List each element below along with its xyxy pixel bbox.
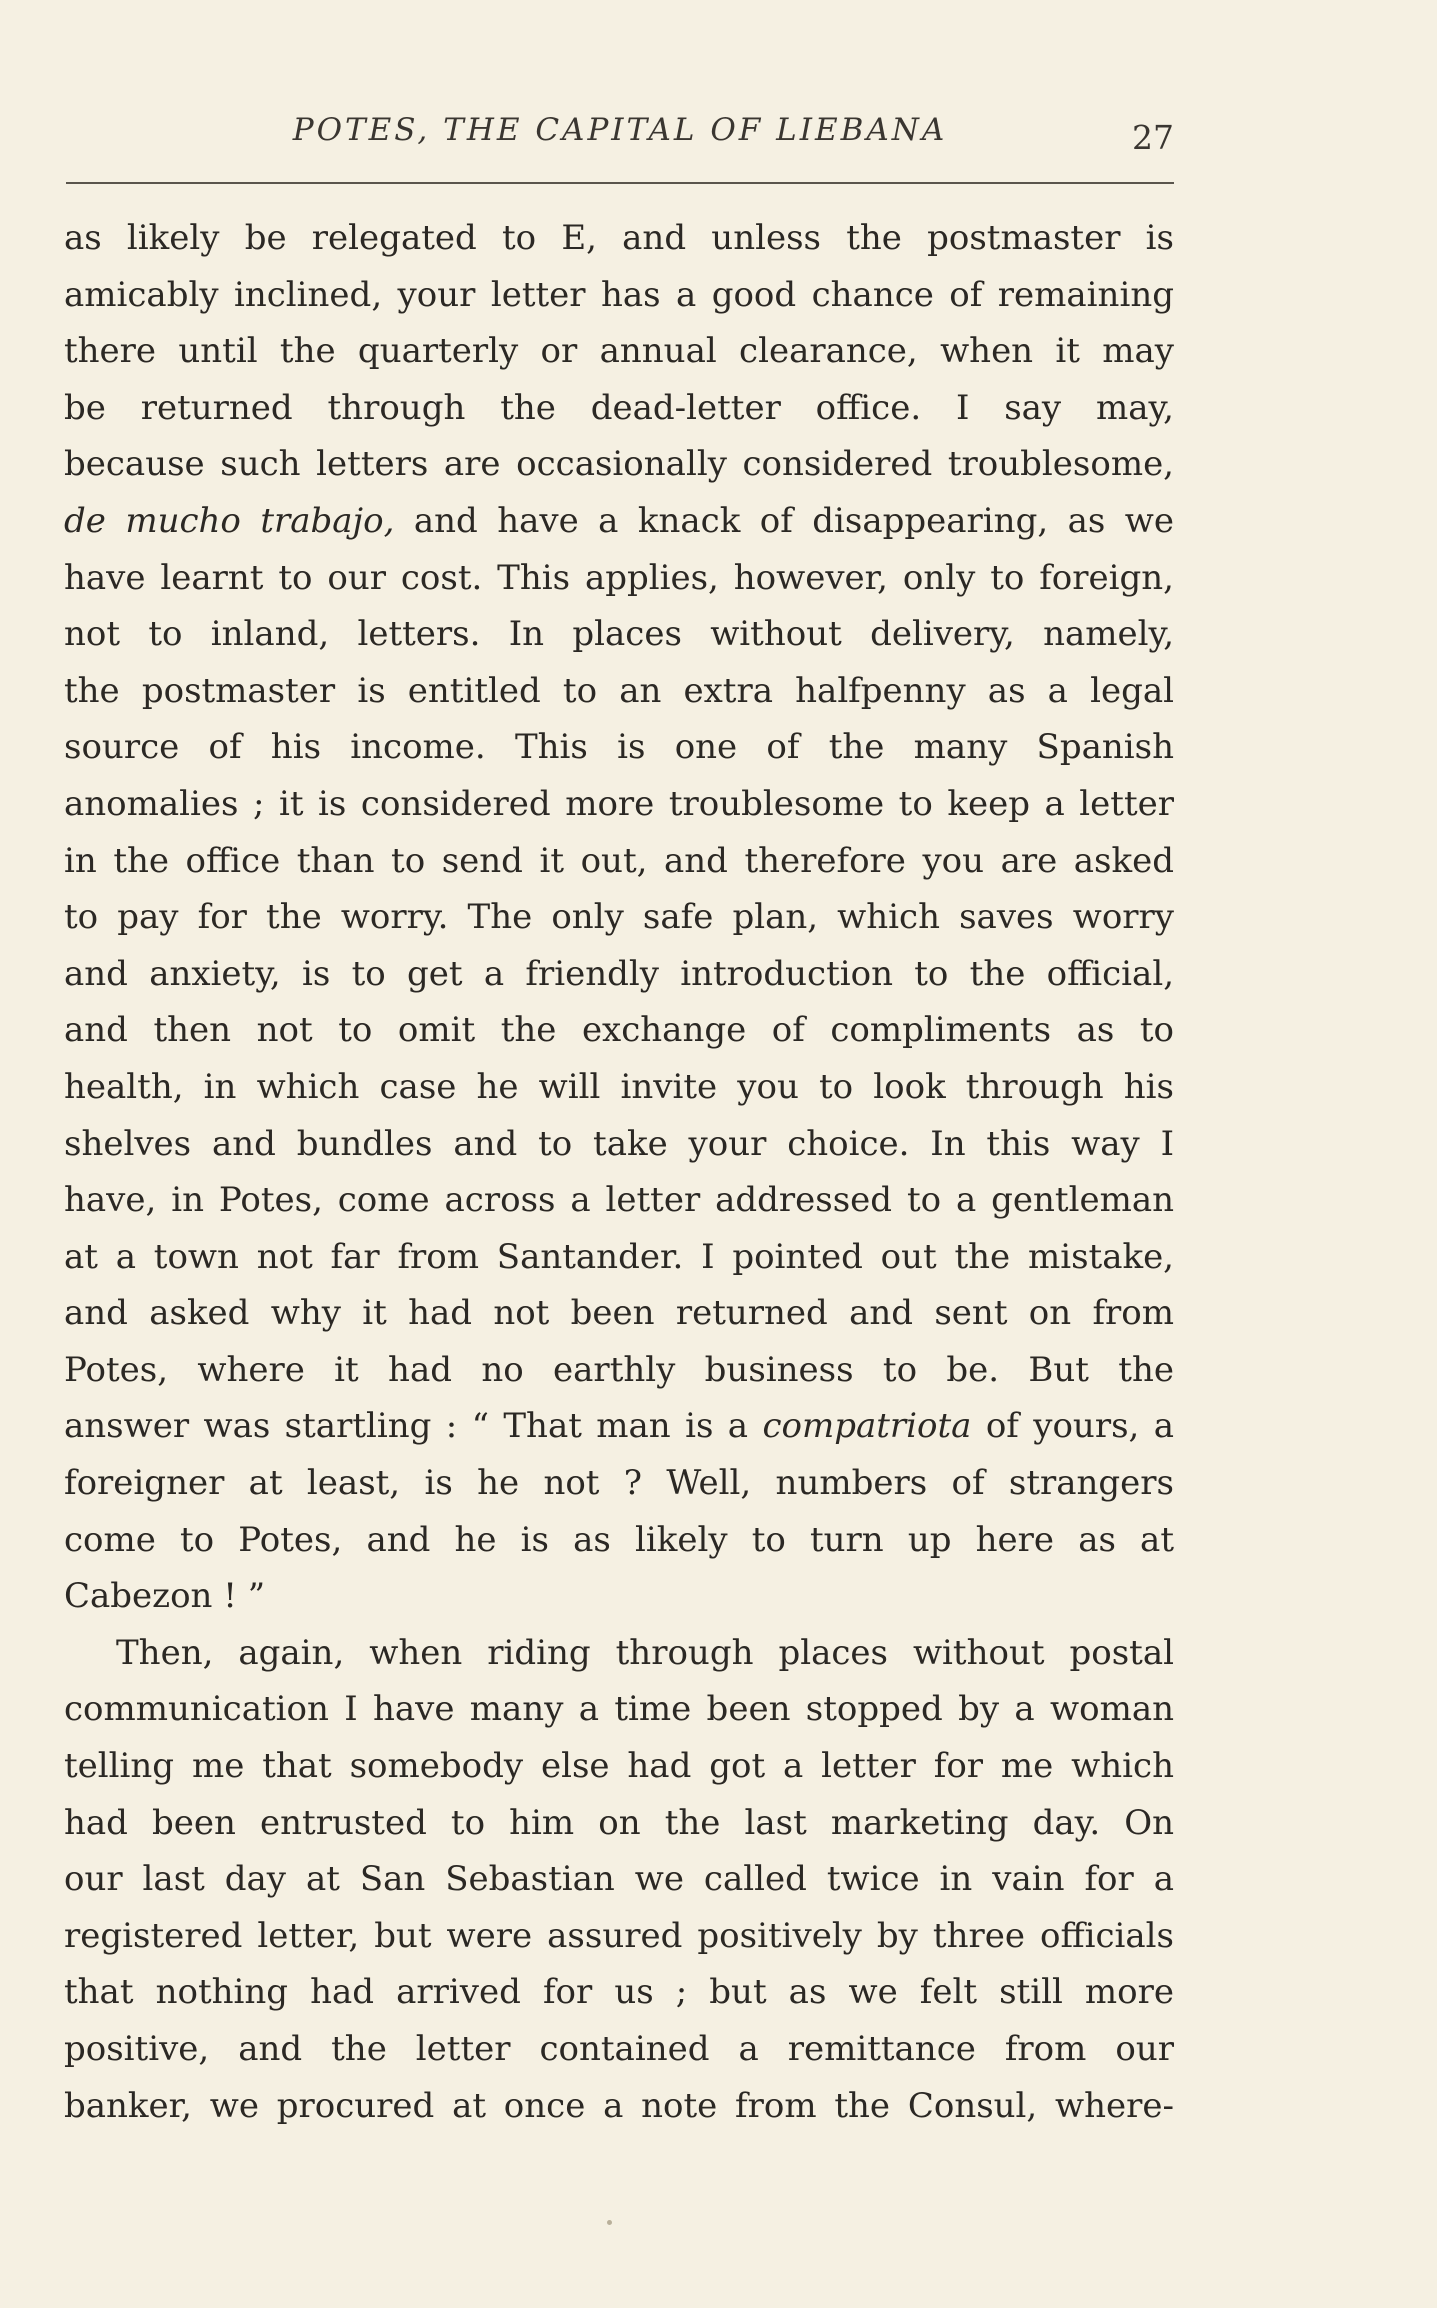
text-line-end: of yours, a (985, 1406, 1174, 1447)
text-line: the postmaster is entitled to an extra halfpenny as a legal (64, 670, 1174, 711)
text-line: that nothing had arrived for us ; but as we felt still more (64, 1972, 1174, 2013)
running-head: POTES, THE CAPITAL OF LIEBANA (292, 112, 948, 148)
text-line: Potes, where it had no earthly business to be. But the (64, 1349, 1174, 1390)
text-line: because such letters are occasionally considered troublesome, (64, 444, 1174, 485)
text-line: communication I have many a time been stopped by a woman (64, 1689, 1174, 1730)
text-line: registered letter, but were assured positively by three officials (64, 1915, 1174, 1956)
text-line: anomalies ; it is considered more troublesome to keep a letter (64, 783, 1174, 824)
page-header (66, 108, 1174, 158)
text-line: positive, and the letter contained a remittance from our (64, 2029, 1174, 2069)
text-line: shelves and bundles and to take your choice. In this way I (64, 1123, 1174, 1164)
text-line: be returned through the dead-letter office. I say may, (64, 387, 1174, 428)
text-line: and asked why it had not been returned and sent on from (64, 1293, 1174, 1334)
text-line: at a town not far from Santander. I pointed out the mistake, (64, 1236, 1174, 1277)
italic-phrase-de-mucho-trabajo: de mucho trabajo, (64, 500, 395, 541)
header-rule (66, 182, 1174, 184)
text-line: our last day at San Sebastian we called twice in vain for a (64, 1859, 1174, 1900)
text-line: source of his income. This is one of the many Spanish (64, 727, 1174, 768)
text-line: and anxiety, is to get a friendly introduction to the official, (64, 953, 1174, 994)
text-line: not to inland, letters. In places without delivery, namely, (64, 614, 1174, 655)
text-line: telling me that somebody else had got a letter for me which (64, 1746, 1174, 1787)
text-line: health, in which case he will invite you to look through his (64, 1066, 1174, 1107)
text-line: as likely be relegated to E, and unless the postmaster is (64, 218, 1174, 258)
text-line: come to Potes, and he is as likely to turn up here as at (64, 1519, 1174, 1560)
paragraph-start-line: Then, again, when riding through places without postal (116, 1632, 1174, 1673)
text-line: in the office than to send it out, and therefore you are asked (64, 840, 1174, 881)
text-line: amicably inclined, your letter has a good chance of remaining (64, 274, 1174, 315)
text-line: Cabezon ! ” (64, 1576, 266, 1617)
paper-speck (607, 2220, 612, 2225)
text-line: have learnt to our cost. This applies, however, only to foreign, (64, 557, 1174, 598)
text-line (64, 493, 1174, 550)
text-line-remainder: and have a knack of disappearing, as we (413, 500, 1174, 541)
text-line-start: answer was startling : “ That man is a (64, 1406, 749, 1447)
page-number: 27 (1132, 118, 1174, 157)
text-line: banker, we procured at once a note from the Consul, where- (64, 2085, 1174, 2126)
text-line: there until the quarterly or annual clearance, when it may (64, 331, 1174, 372)
text-line: had been entrusted to him on the last marketing day. On (64, 1802, 1174, 1843)
body-text (64, 210, 1174, 2134)
text-line: have, in Potes, come across a letter addressed to a gentleman (64, 1180, 1174, 1221)
italic-phrase-compatriota: compatriota (762, 1406, 972, 1447)
text-line: and then not to omit the exchange of compliments as to (64, 1010, 1174, 1051)
text-line: foreigner at least, is he not ? Well, numbers of strangers (64, 1463, 1174, 1504)
text-line: to pay for the worry. The only safe plan, which saves worry (64, 897, 1174, 938)
text-line (64, 1398, 1174, 1455)
